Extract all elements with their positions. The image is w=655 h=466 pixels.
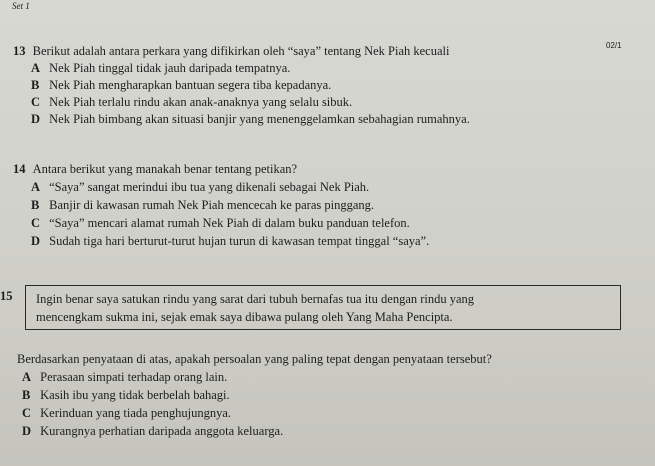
question-13-option-a[interactable]: [31, 61, 290, 76]
passage-line-1: Ingin benar saya satukan rindu yang sarat dari tubuh bernafas tua itu dengan rindu yang: [36, 292, 475, 306]
option-text: Kasih ibu yang tidak berbelah bahagi.: [40, 388, 230, 402]
passage-line-2: mencengkam sukma ini, sejak emak saya dibawa pulang oleh Yang Maha Pencipta.: [36, 310, 453, 324]
question-13-option-b[interactable]: [31, 78, 331, 93]
option-text: Kurangnya perhatian daripada anggota keluarga.: [40, 424, 284, 438]
question-14-stem: [13, 162, 297, 177]
option-text: Nek Piah bimbang akan situasi banjir yang menenggelamkan sebahagian rumahnya.: [49, 112, 470, 126]
question-14-option-d[interactable]: [31, 234, 429, 249]
option-text: Perasaan simpati terhadap orang lain.: [40, 370, 228, 384]
option-letter: B: [31, 78, 40, 92]
question-15-option-c[interactable]: [22, 406, 231, 421]
option-letter: B: [31, 198, 40, 212]
question-13-text: Berikut adalah antara perkara yang difikirkan oleh “saya” tentang Nek Piah kecuali: [32, 44, 450, 58]
option-text: “Saya” sangat merindui ibu tua yang dikenali sebagai Nek Piah.: [49, 180, 370, 194]
question-14-text: Antara berikut yang manakah benar tentang petikan?: [32, 162, 298, 176]
option-text: Kerinduan yang tiada penghujungnya.: [40, 406, 232, 420]
question-13-number: 13: [13, 44, 26, 58]
option-text: Sudah tiga hari berturut-turut hujan turun di kawasan tempat tinggal “saya”.: [49, 234, 430, 248]
option-text: Nek Piah mengharapkan bantuan segera tiba kepadanya.: [49, 78, 332, 92]
option-letter: B: [22, 388, 31, 402]
option-letter: A: [31, 180, 41, 194]
question-14-option-c[interactable]: [31, 216, 410, 231]
option-text: “Saya” mencari alamat rumah Nek Piah di dalam buku panduan telefon.: [49, 216, 410, 230]
option-letter: C: [22, 406, 32, 420]
option-letter: D: [31, 112, 41, 126]
question-15-option-d[interactable]: [22, 424, 283, 439]
option-letter: A: [31, 61, 41, 75]
question-15-option-a[interactable]: [22, 370, 227, 385]
option-text: Nek Piah terlalu rindu akan anak-anaknya yang selalu sibuk.: [49, 95, 353, 109]
page-code: 02/1: [606, 41, 622, 50]
option-letter: D: [22, 424, 32, 438]
question-13-option-c[interactable]: [31, 95, 352, 110]
option-letter: D: [31, 234, 41, 248]
question-14-number: 14: [13, 162, 26, 176]
question-13-option-d[interactable]: [31, 112, 470, 127]
option-letter: C: [31, 95, 41, 109]
question-15-number: 15: [0, 289, 13, 303]
question-15-option-b[interactable]: [22, 388, 230, 403]
set-label: Set 1: [12, 1, 30, 11]
option-letter: A: [22, 370, 32, 384]
question-13-stem: [13, 44, 449, 59]
question-14-option-a[interactable]: [31, 180, 369, 195]
option-text: Banjir di kawasan rumah Nek Piah mencecah ke paras pinggang.: [49, 198, 375, 212]
question-15-stem: Berdasarkan penyataan di atas, apakah persoalan yang paling tepat dengan penyataan tersebut?: [17, 352, 492, 366]
option-letter: C: [31, 216, 41, 230]
option-text: Nek Piah tinggal tidak jauh daripada tempatnya.: [49, 61, 291, 75]
question-14-option-b[interactable]: [31, 198, 374, 213]
